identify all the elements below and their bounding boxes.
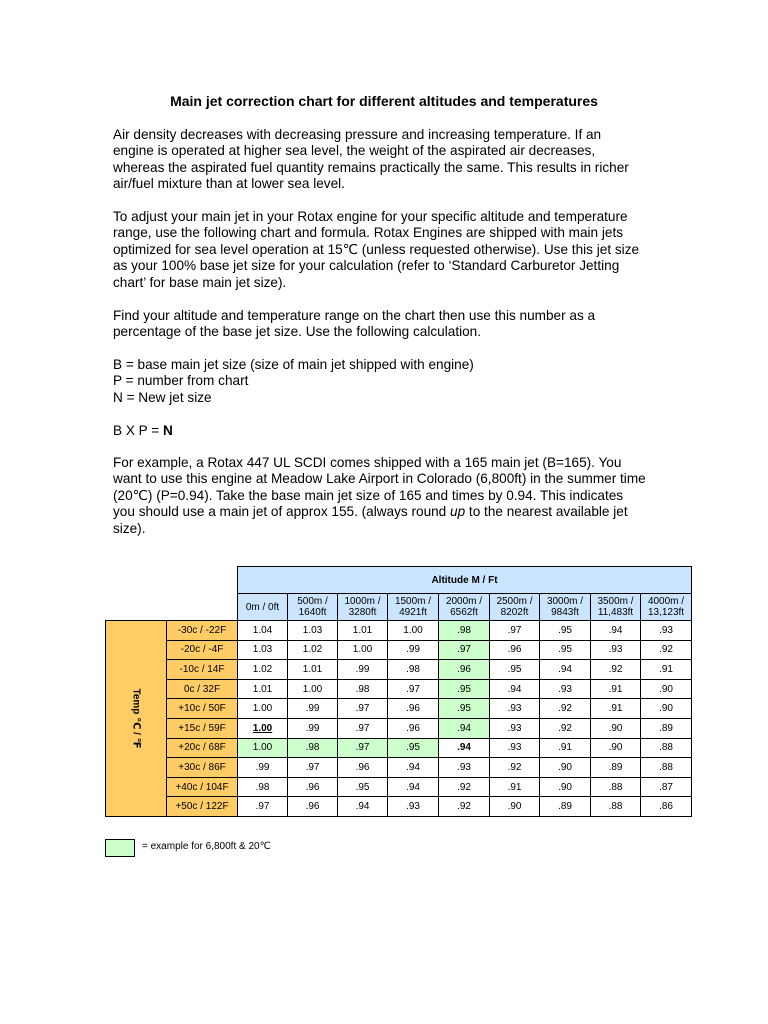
table-cell: .90 (641, 699, 692, 719)
table-cell: .97 (338, 699, 388, 719)
table-row (106, 718, 692, 738)
text-line: To adjust your main jet in your Rotax engine for your specific altitude and temperature (113, 209, 628, 224)
table-cell: .91 (591, 699, 641, 719)
formula-prefix: B X P = (113, 423, 164, 438)
table-row (106, 640, 692, 660)
table-row (106, 758, 692, 778)
text-line: percentage of the base jet size. Use the following calculation. (113, 324, 482, 340)
altitude-column-header (238, 594, 288, 621)
temp-axis-label (106, 621, 167, 817)
table-cell: .98 (238, 777, 288, 797)
text-line: optimized for sea level operation at 15℃ (unless requested otherwise). Use this jet size (113, 241, 640, 257)
paragraph-air-density (113, 127, 653, 193)
table-cell: .86 (641, 797, 692, 817)
table-cell: .97 (338, 718, 388, 738)
table-cell: .96 (388, 699, 439, 719)
table-cell: .96 (338, 758, 388, 778)
text-line: (20℃) (P=0.94). Take the base main jet size of 165 and times by 0.94. This indicates (113, 487, 624, 503)
table-cell: 1.02 (238, 660, 288, 680)
table-cell: 1.00 (338, 640, 388, 660)
altitude-column-header (338, 594, 388, 621)
table-cell: .92 (439, 797, 490, 817)
table-cell: 1.01 (288, 660, 338, 680)
table-cell: .94 (439, 738, 490, 758)
altitude-column-header (439, 594, 490, 621)
column-header-line: 1000m / (344, 596, 381, 607)
altitude-column-header (388, 594, 439, 621)
column-header-line: 6562ft (450, 607, 478, 618)
table-cell: .90 (540, 758, 591, 778)
table-cell: .92 (591, 660, 641, 680)
jet-correction-table (105, 566, 692, 817)
text-line: For example, a Rotax 447 UL SCDI comes shipped with a 165 main jet (B=165). You (113, 455, 622, 470)
temp-row-header: -30c / -22F (167, 621, 238, 641)
table-cell: .90 (591, 738, 641, 758)
temp-row-header: +15c / 59F (167, 718, 238, 738)
table-cell: .97 (439, 640, 490, 660)
table-cell: .94 (388, 777, 439, 797)
table-cell: .94 (490, 679, 540, 699)
altitude-column-header (490, 594, 540, 621)
table-cell: .94 (439, 718, 490, 738)
table-cell: .99 (288, 699, 338, 719)
paragraph-definitions (113, 357, 653, 406)
table-cell: 1.00 (288, 679, 338, 699)
altitude-column-header (591, 594, 641, 621)
table-cell: .96 (388, 718, 439, 738)
table-cell: .92 (641, 640, 692, 660)
table-cell: .95 (439, 699, 490, 719)
table-row (106, 699, 692, 719)
definition-b: B = base main jet size (size of main jet shipped with engine) (113, 357, 474, 372)
table-cell: .97 (490, 621, 540, 641)
column-header-line: 1500m / (394, 596, 432, 607)
column-header-line: 11,483ft (597, 607, 634, 618)
table-cell: .96 (439, 660, 490, 680)
altitude-column-header (540, 594, 591, 621)
table-cell: .98 (288, 738, 338, 758)
column-header-line: 4000m / (647, 596, 685, 607)
column-header-line: 13,123ft (647, 607, 685, 618)
table-cell: .94 (591, 621, 641, 641)
table-cell: .93 (388, 797, 439, 817)
paragraph-example (113, 455, 653, 537)
table-cell: .95 (388, 738, 439, 758)
emphasis-up: up (450, 504, 466, 520)
table-cell: .88 (591, 797, 641, 817)
table-cell: .98 (439, 621, 490, 641)
table-row (106, 621, 692, 641)
table-cell: .99 (338, 660, 388, 680)
table-cell: .93 (490, 718, 540, 738)
text-line: engine is operated at higher sea level, the weight of the aspirated air decreases, (113, 143, 596, 159)
table-cell: .95 (439, 679, 490, 699)
column-header-line: 8202ft (500, 607, 529, 618)
temp-row-header: -20c / -4F (167, 640, 238, 660)
text-line (113, 504, 653, 520)
table-row (106, 777, 692, 797)
table-cell: .97 (288, 758, 338, 778)
table-cell: .94 (338, 797, 388, 817)
formula-result: N (163, 423, 173, 438)
table-cell: .96 (490, 640, 540, 660)
table-cell: 1.00 (388, 621, 439, 641)
temp-row-header: +40c / 104F (167, 777, 238, 797)
column-header-line: 9843ft (551, 607, 579, 618)
table-cell: 1.03 (288, 621, 338, 641)
table-cell: .90 (540, 777, 591, 797)
table-cell: 1.03 (238, 640, 288, 660)
temp-row-header: +20c / 68F (167, 738, 238, 758)
page-title: Main jet correction chart for different altitudes and temperatures (170, 93, 598, 109)
text-line: whereas the aspirated fuel quantity remains practically the same. This results in richer (113, 159, 629, 175)
table-cell: 1.01 (238, 679, 288, 699)
column-header-line: 2000m / (445, 596, 483, 607)
table-cell: 1.02 (288, 640, 338, 660)
temp-row-header: 0c / 32F (167, 679, 238, 699)
table-cell: .98 (388, 660, 439, 680)
column-header-line: 4921ft (399, 607, 427, 618)
column-header-line: 3000m / (546, 596, 584, 607)
altitude-column-header (641, 594, 692, 621)
paragraph-find-range (113, 308, 653, 341)
table-cell: .96 (288, 797, 338, 817)
table-cell: .87 (641, 777, 692, 797)
temp-row-header: +10c / 50F (167, 699, 238, 719)
table-cell: .92 (439, 777, 490, 797)
text-line: air/fuel mixture than at lower sea level. (113, 176, 345, 192)
text-segment: you should use a main jet of approx 155. (always round (113, 504, 451, 520)
temp-row-header: -10c / 14F (167, 660, 238, 680)
table-cell: .93 (490, 699, 540, 719)
table-cell: .90 (490, 797, 540, 817)
table-cell: .90 (591, 718, 641, 738)
table-cell: .89 (591, 758, 641, 778)
table-cell: 1.00 (238, 699, 288, 719)
text-line: want to use this engine at Meadow Lake Airport in Colorado (6,800ft) in the summer time (113, 471, 646, 487)
column-header-line: 2500m / (496, 596, 533, 607)
table-cell: 1.00 (238, 738, 288, 758)
table-cell: .88 (641, 758, 692, 778)
column-header-line: 3500m / (597, 596, 634, 607)
table-cell: .94 (540, 660, 591, 680)
temp-row-header: +30c / 86F (167, 758, 238, 778)
table-cell: .99 (388, 640, 439, 660)
table-cell: .91 (591, 679, 641, 699)
legend-text: = example for 6,800ft & 20℃ (142, 841, 271, 852)
table-cell: .93 (591, 640, 641, 660)
table-cell: .99 (238, 758, 288, 778)
table-cell: .91 (540, 738, 591, 758)
table-cell: .91 (641, 660, 692, 680)
text-line: chart’ for base main jet size). (113, 274, 287, 290)
paragraph-adjust-jet (113, 209, 653, 291)
column-header-line: 500m / (297, 596, 328, 607)
table-cell: .92 (490, 758, 540, 778)
formula (113, 423, 653, 439)
text-line: as your 100% base jet size for your calculation (refer to ‘Standard Carburetor Jetting (113, 258, 620, 274)
legend-swatch (105, 839, 135, 857)
column-header-line: 0m / 0ft (245, 601, 280, 613)
table-cell: .95 (338, 777, 388, 797)
temp-axis-text: Temp ℃ / ℉ (130, 688, 142, 749)
table-cell: .88 (591, 777, 641, 797)
table-cell: .97 (238, 797, 288, 817)
corner-blank (106, 567, 238, 621)
table-row (106, 797, 692, 817)
table-cell: .93 (439, 758, 490, 778)
table-cell: .93 (641, 621, 692, 641)
table-row (106, 738, 692, 758)
column-header-line: 3280ft (348, 607, 377, 618)
table-cell: .94 (388, 758, 439, 778)
table-row (106, 679, 692, 699)
table-cell: .99 (288, 718, 338, 738)
column-header-line: 1640ft (298, 607, 327, 618)
text-line: Find your altitude and temperature range on the chart then use this number as a (113, 308, 596, 323)
altitude-header: Altitude M / Ft (238, 567, 692, 594)
table-cell: .88 (641, 738, 692, 758)
text-line: size). (113, 520, 146, 536)
table-cell: .95 (490, 660, 540, 680)
text-segment: to the nearest available jet (465, 504, 628, 520)
text-line: range, use the following chart and formula. Rotax Engines are shipped with main jets (113, 225, 624, 241)
table-cell: 1.04 (238, 621, 288, 641)
table-cell: .98 (338, 679, 388, 699)
table-cell: .90 (641, 679, 692, 699)
table-cell: .93 (490, 738, 540, 758)
table-cell: .93 (540, 679, 591, 699)
table-cell: .95 (540, 640, 591, 660)
definition-p: P = number from chart (113, 373, 249, 389)
table-cell: .95 (540, 621, 591, 641)
table-cell: .89 (641, 718, 692, 738)
definition-n: N = New jet size (113, 389, 212, 405)
table-cell: .96 (288, 777, 338, 797)
table-cell: .89 (540, 797, 591, 817)
table-cell: 1.01 (338, 621, 388, 641)
table-cell: .92 (540, 718, 591, 738)
table-cell: 1.00 (238, 718, 288, 738)
temp-row-header: +50c / 122F (167, 797, 238, 817)
table-row (106, 660, 692, 680)
table-cell: .97 (388, 679, 439, 699)
text-line: Air density decreases with decreasing pressure and increasing temperature. If an (113, 127, 602, 142)
table-cell: .97 (338, 738, 388, 758)
table-cell: .91 (490, 777, 540, 797)
altitude-column-header (288, 594, 338, 621)
table-cell: .92 (540, 699, 591, 719)
